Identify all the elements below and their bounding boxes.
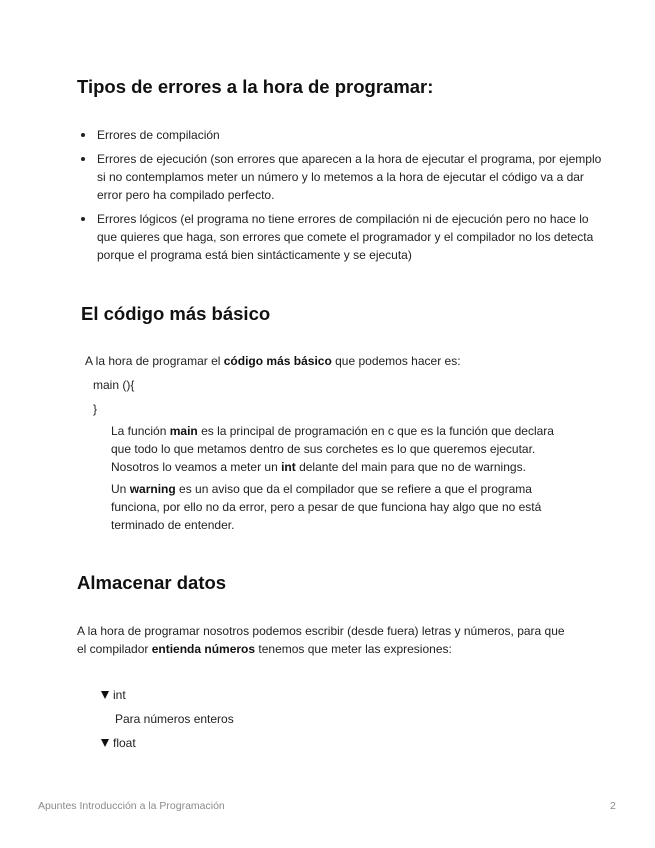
triangle-down-icon[interactable] xyxy=(101,691,109,699)
text-span: La función xyxy=(111,424,170,438)
toggle-label[interactable]: int xyxy=(113,688,126,702)
text-span: es la principal de programación en c que es la función que declara que todo lo que metamos dentro de sus corchetes es lo que queremos ejecutar. Nosotros lo veamos a meter un xyxy=(111,424,554,474)
section-heading-error-types: Tipos de errores a la hora de programar: xyxy=(77,76,434,97)
list-item: Errores lógicos (el programa no tiene errores de compilación ni de ejecución pero no hace lo que quieres que haga, son errores que comete el programador y el compilador no los detecta porque el programa está bien sintácticamente y se ejecuta) xyxy=(97,210,607,264)
list-item: Errores de compilación xyxy=(97,126,607,144)
toggle-label[interactable]: float xyxy=(113,736,136,750)
bold-text: main xyxy=(169,424,198,438)
text-span: A la hora de programar el xyxy=(85,354,224,368)
triangle-down-icon[interactable] xyxy=(101,739,109,747)
bold-text: warning xyxy=(129,482,176,496)
list-item: Errores de ejecución (son errores que aparecen a la hora de ejecutar el programa, por ejemplo si no contemplamos meter un número y lo metemos a la hora de ejecutar el código va a dar error pero ha compilado perfecto. xyxy=(97,150,607,204)
error-types-list xyxy=(77,126,607,270)
footer-page-number: 2 xyxy=(610,800,616,812)
main-function-explanation xyxy=(111,422,571,476)
warning-explanation xyxy=(111,480,571,534)
basic-code-intro xyxy=(85,352,605,370)
text-span: A la hora de programar nosotros podemos escribir (desde fuera) letras y números, para que el compilador xyxy=(77,624,565,656)
text-span: es un aviso que da el compilador que se refiere a que el programa funciona, por ello no da error, pero a pesar de que funciona hay algo que no está terminado de entender. xyxy=(111,482,542,532)
text-span: delante del main para que no de warnings. xyxy=(295,460,526,474)
toggle-float[interactable] xyxy=(101,734,136,752)
text-span: Un xyxy=(111,482,130,496)
footer-document-title: Apuntes Introducción a la Programación xyxy=(38,800,225,812)
bold-text: código más básico xyxy=(223,354,332,368)
section-heading-basic-code: El código más básico xyxy=(81,303,271,324)
text-span: que podemos hacer es: xyxy=(331,354,461,368)
section-heading-store-data: Almacenar datos xyxy=(77,572,227,593)
bold-text: entienda números xyxy=(151,642,256,656)
code-line-close: } xyxy=(93,402,98,416)
toggle-int[interactable] xyxy=(101,686,126,704)
bold-text: int xyxy=(281,460,296,474)
text-span: tenemos que meter las expresiones: xyxy=(255,642,452,656)
code-line-main: main (){ xyxy=(93,378,135,392)
toggle-int-content: Para números enteros xyxy=(115,712,234,726)
store-data-intro xyxy=(77,622,577,658)
